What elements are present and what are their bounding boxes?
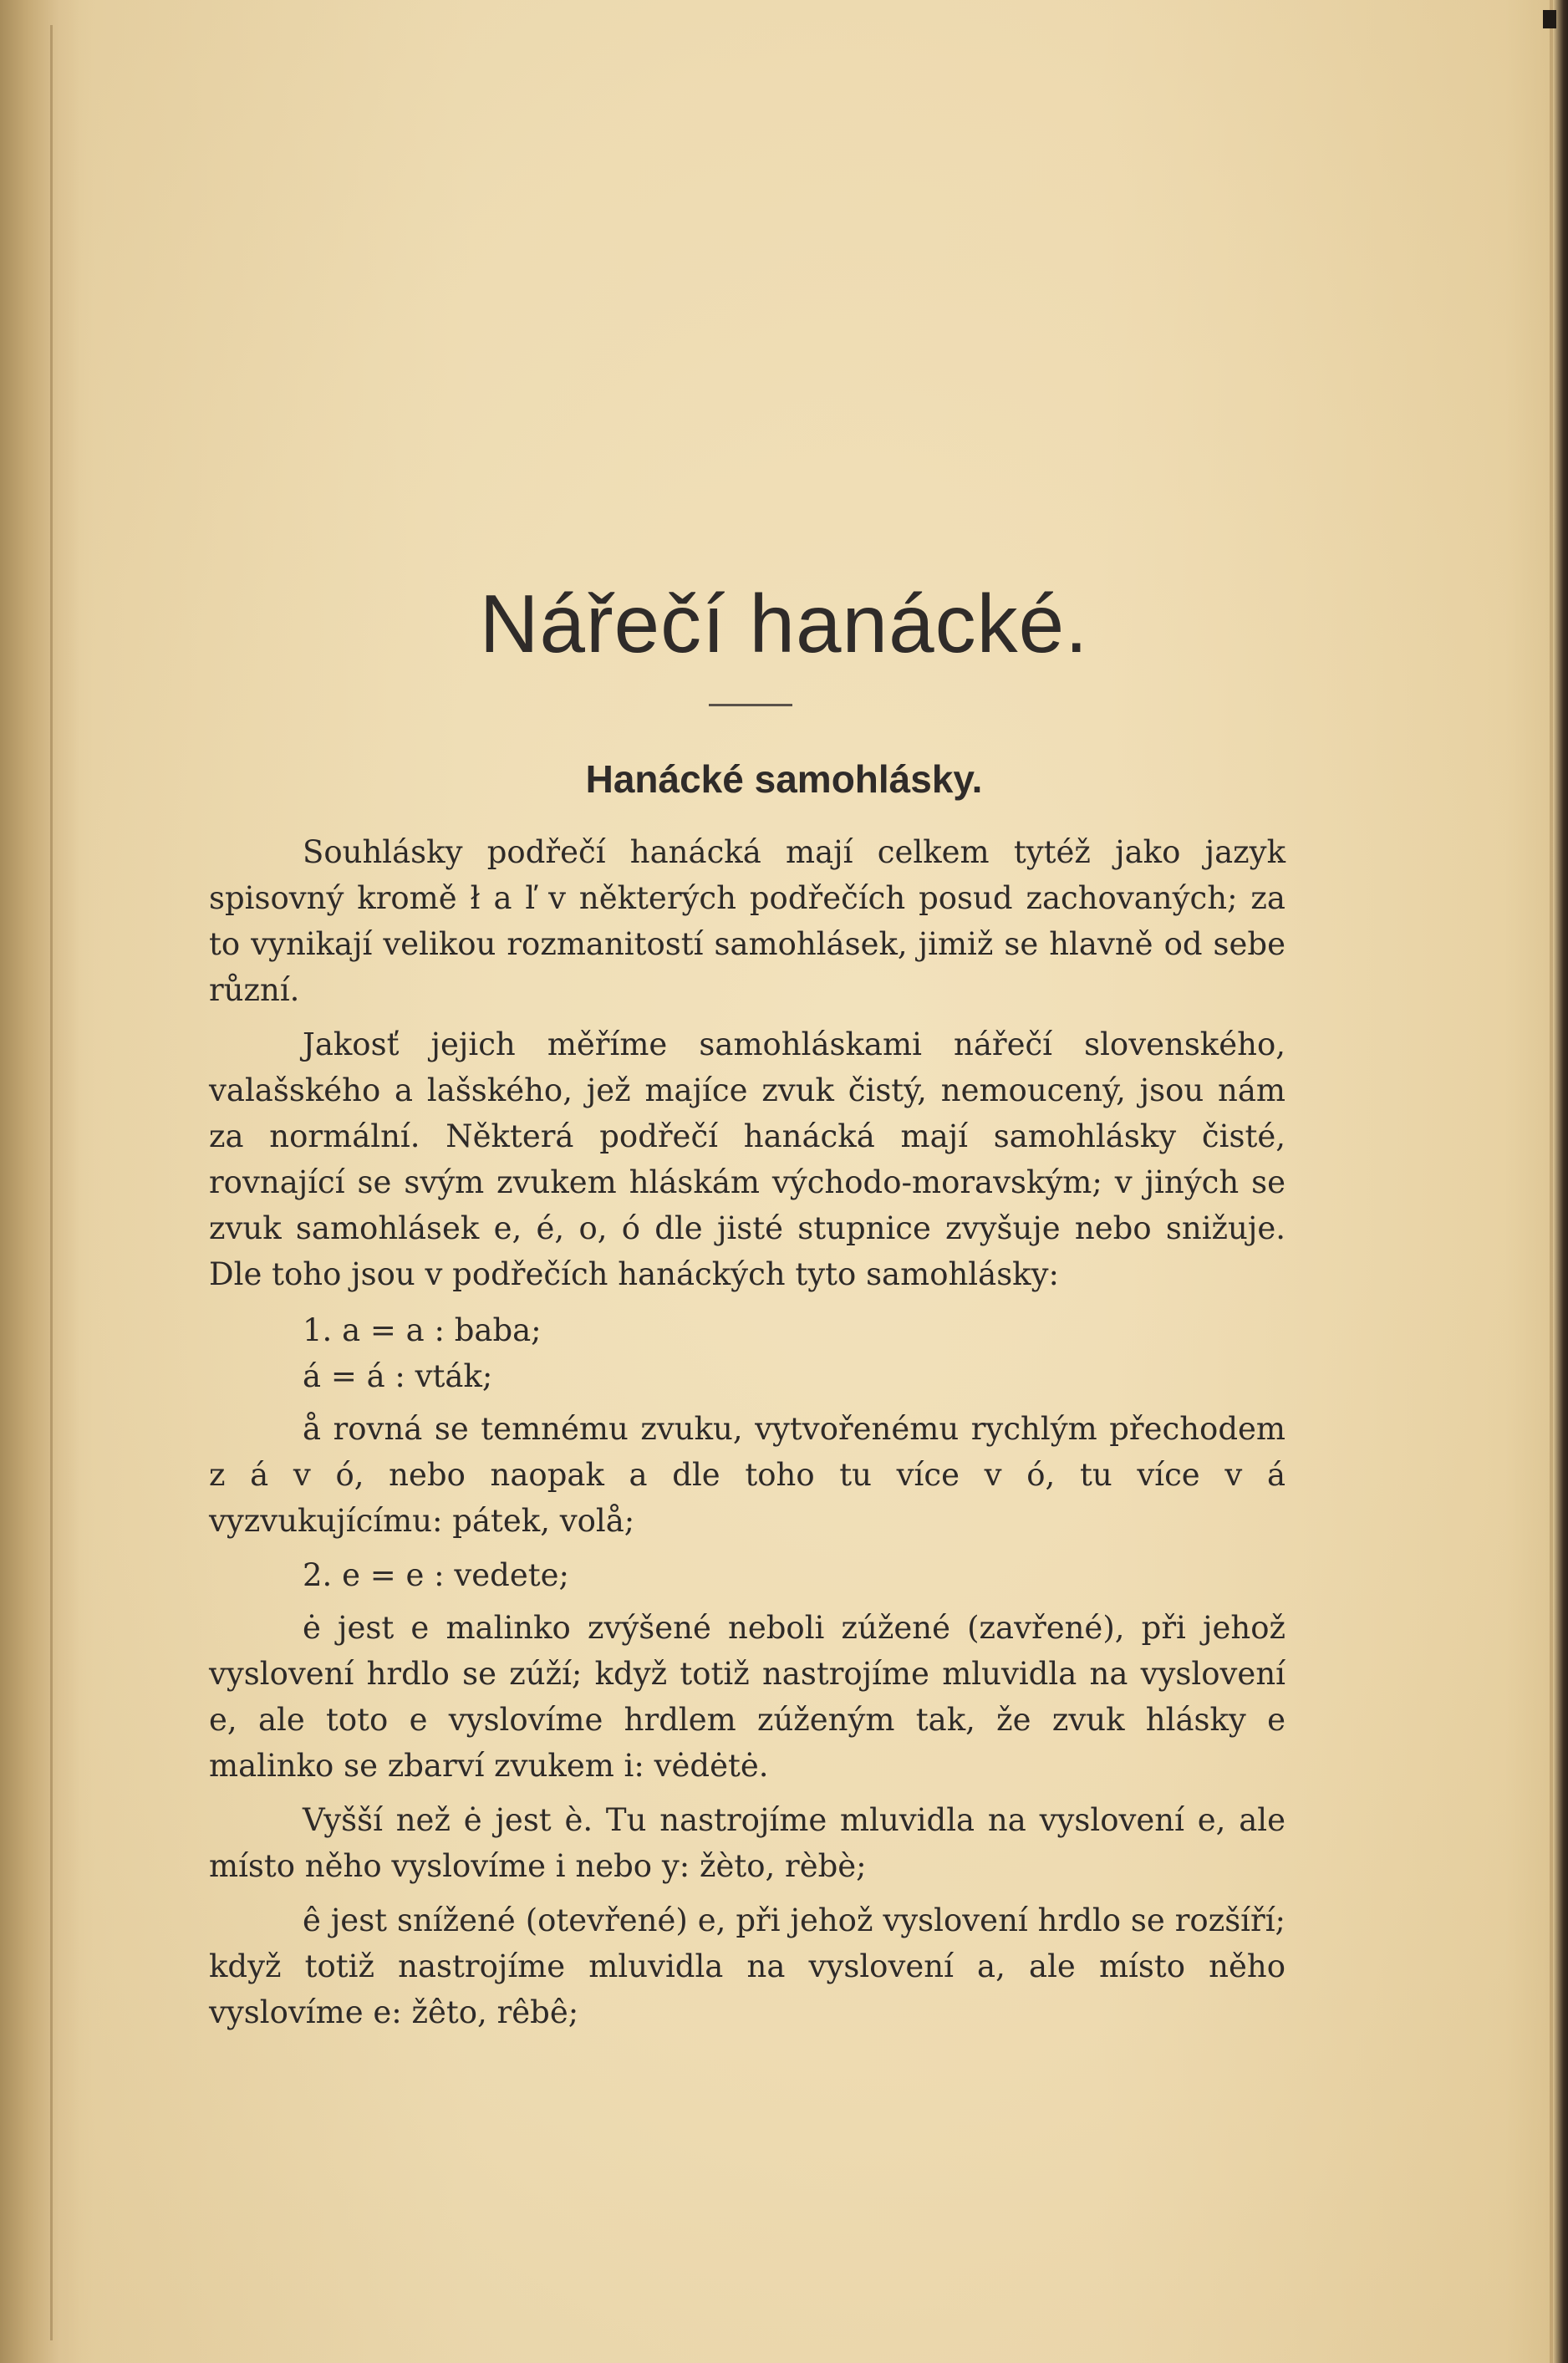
vowel-e-line: 2. e = e : vedete; bbox=[303, 1557, 569, 1593]
title-rule bbox=[709, 704, 792, 706]
vowel-a-ring-paragraph: å rovná se temnému zvuku, vytvořenému rychlým přechodem z á v ó, nebo naopak a dle toho tu více v ó, tu více v á vyzvukujícímu: pátek, volå; bbox=[209, 1411, 1285, 1539]
page-title: Nářečí hanácké. bbox=[479, 578, 1089, 670]
page-edge-shadow bbox=[1553, 0, 1568, 2363]
binding-shadow bbox=[0, 0, 79, 2363]
paragraph-intro: Souhlásky podřečí hanácká mají celkem tytéž jako jazyk spisovný kromě ł a ľ v některých podřečích posud zachovaných; za to vynikají velikou rozmanitostí samohlásek, jimiž se hlavně od sebe různí. bbox=[209, 834, 1285, 1008]
binding-line bbox=[50, 25, 53, 2340]
body-text bbox=[209, 829, 1285, 2044]
vowel-a-long-line: á = á : vták; bbox=[303, 1358, 493, 1394]
paragraph-quality: Jakosť jejich měříme samohláskami nářečí slovenského, valašského a lašského, jež majíce zvuk čistý, nemoucený, jsou nám za normální. Některá podřečí hanácká mají samohlásky čisté, rovnající se svým zvukem hláskám východo-moravským; v jiných se zvuk samohlásek e, é, o, ó dle jisté stupnice zvyšuje nebo snižuje. Dle toho jsou v podřečích hanáckých tyto samohlásky: bbox=[209, 1026, 1285, 1292]
corner-mark bbox=[1543, 10, 1556, 28]
vowel-e-grave-paragraph: Vyšší než ė jest è. Tu nastrojíme mluvidla na vyslovení e, ale místo něho vyslovíme i nebo y: žèto, rèbè; bbox=[209, 1802, 1285, 1884]
section-heading: Hanácké samohlásky. bbox=[585, 757, 983, 801]
vowel-a-line: 1. a = a : baba; bbox=[303, 1312, 542, 1348]
vowel-e-dot-paragraph: ė jest e malinko zvýšené neboli zúžené (zavřené), při jehož vyslovení hrdlo se zúží; když totiž nastrojíme mluvidla na vyslovení e, ale toto e vyslovíme hrdlem zúženým tak, že zvuk hlásky e malinko se zbarví zvukem i: vėdėtė. bbox=[209, 1610, 1285, 1784]
vowel-e-circumflex-paragraph: ê jest snížené (otevřené) e, při jehož vyslovení hrdlo se rozšíří; když totiž nastrojíme mluvidla na vyslovení a, ale místo něho vyslovíme e: žêto, rêbê; bbox=[209, 1902, 1285, 2030]
